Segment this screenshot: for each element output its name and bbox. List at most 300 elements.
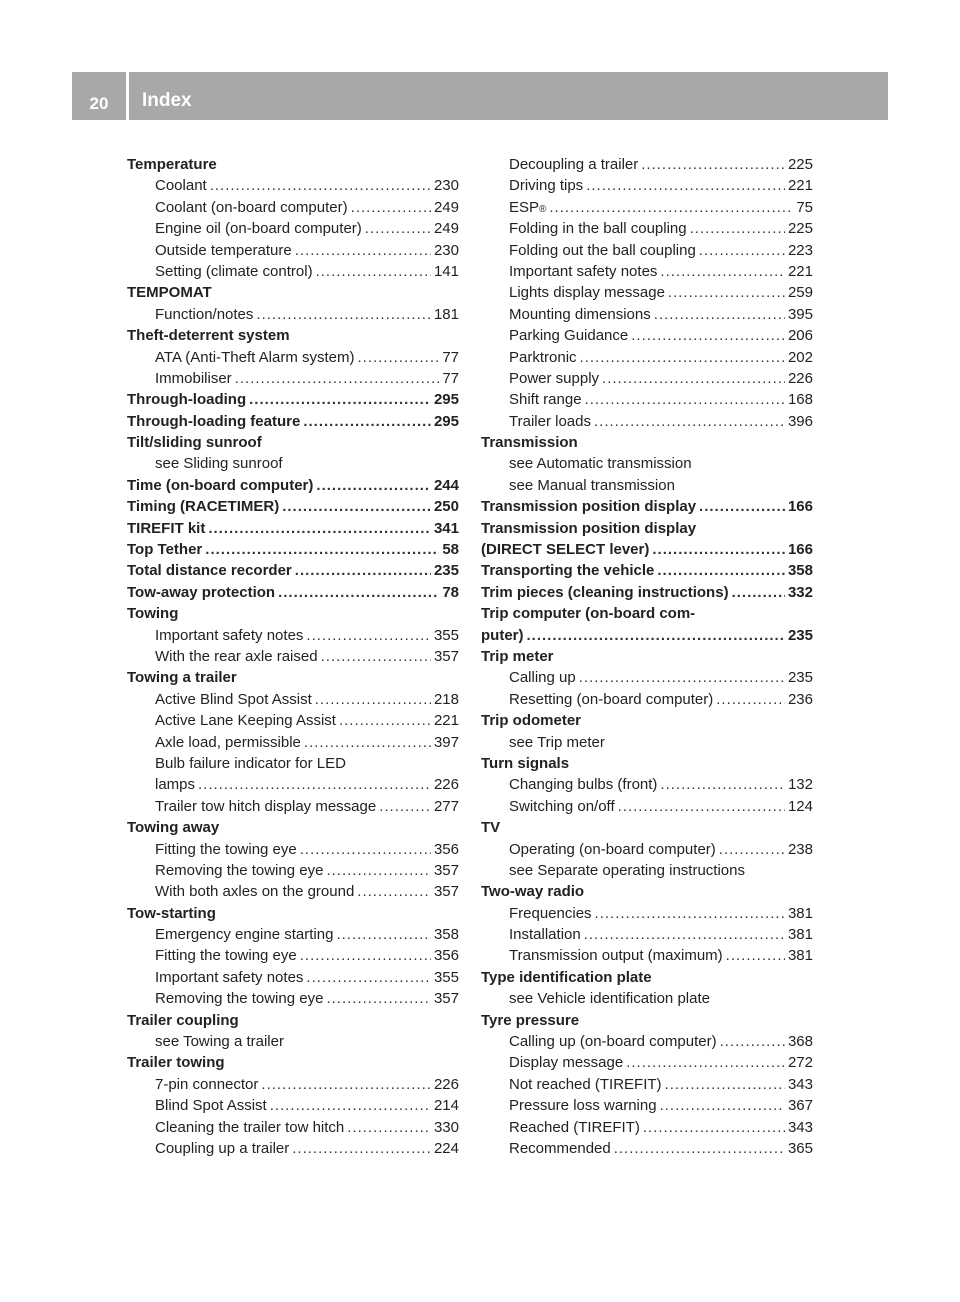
index-subentry [127,625,459,646]
entry-label: Bulb failure indicator for LED [155,754,346,772]
index-heading [127,817,459,838]
entry-label: Switching on/off [509,797,615,815]
index-heading [481,582,813,603]
page-reference: 244 [433,476,459,494]
index-subentry [127,1138,459,1159]
entry-label: Axle load, permissible [155,733,301,751]
index-subentry [127,646,459,667]
leader-dots [585,389,785,410]
entry-label: Total distance recorder [127,562,292,580]
index-subentry [481,475,813,496]
index-subentry [127,197,459,218]
entry-label: Driving tips [509,177,584,195]
index-subentry [481,689,813,710]
page-reference: 295 [433,412,459,430]
entry-label: Folding in the ball coupling [509,220,687,238]
index-subentry [481,347,813,368]
entry-label: see Vehicle identification plate [509,990,710,1008]
leader-dots [326,988,431,1009]
entry-label: Trip computer (on-board com- [481,605,696,623]
index-subentry [481,1074,813,1095]
leader-dots [690,218,785,239]
entry-label: Removing the towing eye [155,861,324,879]
index-heading [481,710,813,731]
index-subentry [481,453,813,474]
entry-label: Two-way radio [481,883,585,901]
index-subentry [481,1138,813,1159]
index-subentry [127,967,459,988]
leader-dots [602,368,785,389]
leader-dots [657,560,785,581]
entry-label: Theft-deterrent system [127,327,290,345]
index-heading [481,817,813,838]
entry-label: puter) [481,626,524,644]
leader-dots [716,689,785,710]
index-subentry [127,175,459,196]
page-reference: 330 [433,1118,459,1136]
index-subentry [481,1052,813,1073]
index-subentry [481,667,813,688]
leader-dots [584,924,785,945]
entry-label: TV [481,819,501,837]
leader-dots [300,839,431,860]
page-reference: 358 [787,562,813,580]
entry-label: Fitting the towing eye [155,947,297,965]
index-subentry [127,368,459,389]
entry-label: Coolant (on-board computer) [155,198,348,216]
leader-dots [732,582,785,603]
index-subentry [127,860,459,881]
leader-dots [641,154,785,175]
page-reference: 132 [787,776,813,794]
leader-dots [379,796,431,817]
entry-label: lamps [155,776,196,794]
page-reference: 395 [787,305,813,323]
page-reference: 357 [433,647,459,665]
entry-label: Calling up [509,669,576,687]
entry-label: Operating (on-board computer) [509,840,716,858]
entry-label: Removing the towing eye [155,990,324,1008]
leader-dots [549,197,793,218]
entry-label: Transporting the vehicle [481,562,655,580]
leader-dots [626,1052,785,1073]
leader-dots [249,389,431,410]
page-reference: 206 [787,327,813,345]
page-reference: 214 [433,1097,459,1115]
page-reference: 355 [433,626,459,644]
entry-label: Trailer coupling [127,1011,239,1029]
section-title: Index [142,90,192,111]
page-reference: 235 [787,626,813,644]
index-subentry [127,240,459,261]
index-column-left [127,154,459,1159]
page-reference: 381 [787,926,813,944]
index-heading [127,582,459,603]
page-reference: 367 [787,1097,813,1115]
leader-dots [351,197,431,218]
index-subentry [127,1095,459,1116]
leader-dots [278,582,439,603]
leader-dots [580,347,785,368]
index-heading [127,282,459,303]
page-reference: 249 [433,198,459,216]
leader-dots [235,368,440,389]
page-reference: 223 [787,241,813,259]
entry-label: With both axles on the ground [155,883,355,901]
entry-label: Power supply [509,369,600,387]
index-subentry [127,218,459,239]
index-subentry [127,753,459,774]
index-subentry [481,1095,813,1116]
entry-label: see Trip meter [509,733,605,751]
entry-label: Pressure loss warning [509,1097,657,1115]
leader-dots [652,539,785,560]
page-reference: 365 [787,1139,813,1157]
entry-label: see Automatic transmission [509,455,692,473]
entry-label: ATA (Anti-Theft Alarm system) [155,348,355,366]
index-heading [481,753,813,774]
page-reference: 396 [787,412,813,430]
index-heading [481,560,813,581]
entry-label: ESP [509,198,540,216]
page-reference: 224 [433,1139,459,1157]
index-subentry [127,988,459,1009]
entry-label: Towing away [127,819,220,837]
index-subentry [127,347,459,368]
entry-label: Lights display message [509,284,665,302]
entry-label: Tilt/sliding sunroof [127,434,262,452]
entry-label: Coolant [155,177,207,195]
leader-dots [720,1031,785,1052]
entry-label: Through-loading [127,391,247,409]
index-heading [127,432,459,453]
entry-label: (DIRECT SELECT lever) [481,541,650,559]
leader-dots [208,518,431,539]
index-heading [127,475,459,496]
entry-label: Important safety notes [155,968,304,986]
page-reference: 368 [787,1033,813,1051]
index-subentry [127,710,459,731]
leader-dots [660,261,785,282]
index-subentry [481,1031,813,1052]
leader-dots [282,496,431,517]
index-subentry [127,689,459,710]
leader-dots [579,667,785,688]
page-reference: 141 [433,262,459,280]
index-heading [127,496,459,517]
entry-label: Trim pieces (cleaning instructions) [481,583,729,601]
leader-dots [719,839,785,860]
index-subentry [481,774,813,795]
entry-label: Trip odometer [481,712,582,730]
entry-label: Mounting dimensions [509,305,651,323]
leader-dots [357,347,439,368]
entry-label: Transmission position display [481,498,697,516]
entry-label: Display message [509,1054,624,1072]
leader-dots [618,796,785,817]
leader-dots [357,881,431,902]
leader-dots [365,218,431,239]
index-heading [127,903,459,924]
index-heading [127,667,459,688]
index-heading [127,389,459,410]
entry-label: TIREFIT kit [127,519,206,537]
index-subentry [127,1117,459,1138]
entry-label: Towing a trailer [127,669,237,687]
leader-dots [295,240,431,261]
page-reference: 225 [787,156,813,173]
entry-label: Trailer loads [509,412,591,430]
index-subentry [481,796,813,817]
index-subentry [127,304,459,325]
entry-label: see Manual transmission [509,476,675,494]
entry-label: Time (on-board computer) [127,476,314,494]
page-reference: 77 [442,348,459,366]
entry-label: With the rear axle raised [155,647,318,665]
leader-dots [595,903,785,924]
index-subentry [127,1074,459,1095]
entry-label: see Towing a trailer [155,1033,284,1051]
entry-label: Transmission position display [481,519,697,537]
entry-label: Turn signals [481,754,570,772]
entry-label: Towing [127,605,179,623]
page-reference: 238 [787,840,813,858]
entry-label: Active Blind Spot Assist [155,690,312,708]
entry-label: Important safety notes [155,626,304,644]
index-heading [481,496,813,517]
entry-label: Parking Guidance [509,327,629,345]
leader-dots [336,924,431,945]
page-reference: 277 [433,797,459,815]
leader-dots [654,304,785,325]
page-reference: 226 [433,776,459,794]
index-heading [481,967,813,988]
leader-dots [699,496,785,517]
index-subentry [481,240,813,261]
page-reference: 259 [787,284,813,302]
entry-label: Folding out the ball coupling [509,241,696,259]
entry-label: Function/notes [155,305,254,323]
leader-dots [295,560,431,581]
index-subentry [481,282,813,303]
index-heading [481,539,813,560]
leader-dots [527,625,785,646]
page-reference: 221 [787,177,813,195]
page-reference: 355 [433,968,459,986]
page-reference: 181 [433,305,459,323]
index-subentry [481,218,813,239]
index-heading [481,1010,813,1031]
page-reference: 166 [787,498,813,516]
leader-dots [304,732,431,753]
index-subentry [481,154,813,175]
entry-label: Coupling up a trailer [155,1139,290,1157]
page-reference: 225 [787,220,813,238]
index-subentry [481,411,813,432]
leader-dots [665,1074,785,1095]
entry-label: Resetting (on-board computer) [509,690,714,708]
entry-label: Setting (climate control) [155,262,313,280]
index-subentry [127,732,459,753]
page-reference: 168 [787,391,813,409]
entry-label: Immobiliser [155,369,232,387]
entry-label: Recommended [509,1139,611,1157]
leader-dots [261,1074,431,1095]
entry-label: Active Lane Keeping Assist [155,712,336,730]
index-subentry [127,1031,459,1052]
leader-dots [316,261,431,282]
entry-label: Blind Spot Assist [155,1097,267,1115]
index-heading [127,411,459,432]
index-heading [127,1010,459,1031]
page-reference: 202 [787,348,813,366]
page-reference: 357 [433,861,459,879]
entry-label: Through-loading feature [127,412,301,430]
page-reference: 381 [787,947,813,965]
leader-dots [306,625,431,646]
index-heading [127,603,459,624]
index-heading [481,603,813,624]
leader-dots [198,774,431,795]
leader-dots [668,282,785,303]
leader-dots [316,475,431,496]
entry-label: Calling up (on-board computer) [509,1033,717,1051]
index-subentry [481,945,813,966]
page-reference: 78 [442,583,459,601]
page-reference: 357 [433,883,459,901]
index-subentry [127,924,459,945]
leader-dots [643,1117,785,1138]
page-reference: 75 [796,198,813,216]
index-heading [481,625,813,646]
leader-dots [270,1095,431,1116]
entry-label: Fitting the towing eye [155,840,297,858]
index-heading [127,539,459,560]
entry-label: Shift range [509,391,582,409]
index-subentry [481,175,813,196]
entry-label: Not reached (TIREFIT) [509,1075,662,1093]
entry-label: Frequencies [509,904,592,922]
leader-dots [321,646,431,667]
leader-dots [614,1138,785,1159]
page-reference: 358 [433,926,459,944]
page-reference: 357 [433,990,459,1008]
index-heading [481,881,813,902]
index-subentry [481,304,813,325]
page-reference: 343 [787,1118,813,1136]
header-divider [126,72,129,120]
leader-dots [586,175,785,196]
page-reference: 295 [433,391,459,409]
index-subentry [127,453,459,474]
index-subentry [481,988,813,1009]
leader-dots [699,240,785,261]
page-reference: 77 [442,369,459,387]
index-heading [127,154,459,175]
page-reference: 218 [433,690,459,708]
entry-label: Decoupling a trailer [509,156,639,173]
entry-label: Transmission output (maximum) [509,947,723,965]
index-heading [127,518,459,539]
leader-dots [347,1117,431,1138]
entry-label: Cleaning the trailer tow hitch [155,1118,345,1136]
entry-label: see Sliding sunroof [155,455,283,473]
page-header [72,72,888,120]
leader-dots [660,774,785,795]
page-reference: 221 [787,262,813,280]
index-subentry [127,774,459,795]
leader-dots [315,689,431,710]
entry-label: Tyre pressure [481,1011,580,1029]
page-reference: 221 [433,712,459,730]
page-reference: 124 [787,797,813,815]
page-reference: 235 [787,669,813,687]
page-reference: 226 [787,369,813,387]
entry-label: 7-pin connector [155,1075,259,1093]
entry-label: Transmission [481,434,578,452]
entry-label: Outside temperature [155,241,292,259]
page-reference: 58 [442,541,459,559]
leader-dots [726,945,785,966]
page-reference: 343 [787,1075,813,1093]
index-heading [481,432,813,453]
index-subentry [481,839,813,860]
index-subentry [127,839,459,860]
entry-label: Trailer towing [127,1054,225,1072]
index-heading [127,325,459,346]
entry-label: Tow-starting [127,904,216,922]
leader-dots [594,411,785,432]
entry-label: Changing bulbs (front) [509,776,658,794]
index-subentry [481,325,813,346]
page-reference: 356 [433,947,459,965]
index-subentry [481,389,813,410]
index-heading [481,518,813,539]
index-subentry [481,732,813,753]
page-reference: 381 [787,904,813,922]
index-subentry [481,860,813,881]
leader-dots [300,945,431,966]
page-reference: 226 [433,1075,459,1093]
leader-dots [631,325,785,346]
index-subentry [127,796,459,817]
page-reference: 166 [787,541,813,559]
entry-label: TEMPOMAT [127,284,212,302]
page-reference: 236 [787,690,813,708]
leader-dots [205,539,439,560]
entry-label: Reached (TIREFIT) [509,1118,640,1136]
index-subentry [127,945,459,966]
index-subentry [481,368,813,389]
page-reference: 272 [787,1054,813,1072]
page-reference: 397 [433,733,459,751]
index-subentry [481,261,813,282]
leader-dots [256,304,431,325]
index-subentry [127,881,459,902]
index-subentry: ESP ® ..... 75 [481,197,813,218]
index-subentry [481,1117,813,1138]
leader-dots [303,411,431,432]
entry-label: Top Tether [127,541,203,559]
index-heading [481,646,813,667]
entry-label: Parktronic [509,348,577,366]
entry-label: Important safety notes [509,262,658,280]
leader-dots [306,967,431,988]
page-reference: 230 [433,241,459,259]
entry-label: Trailer tow hitch display message [155,797,377,815]
entry-label: Emergency engine starting [155,926,334,944]
leader-dots [210,175,431,196]
